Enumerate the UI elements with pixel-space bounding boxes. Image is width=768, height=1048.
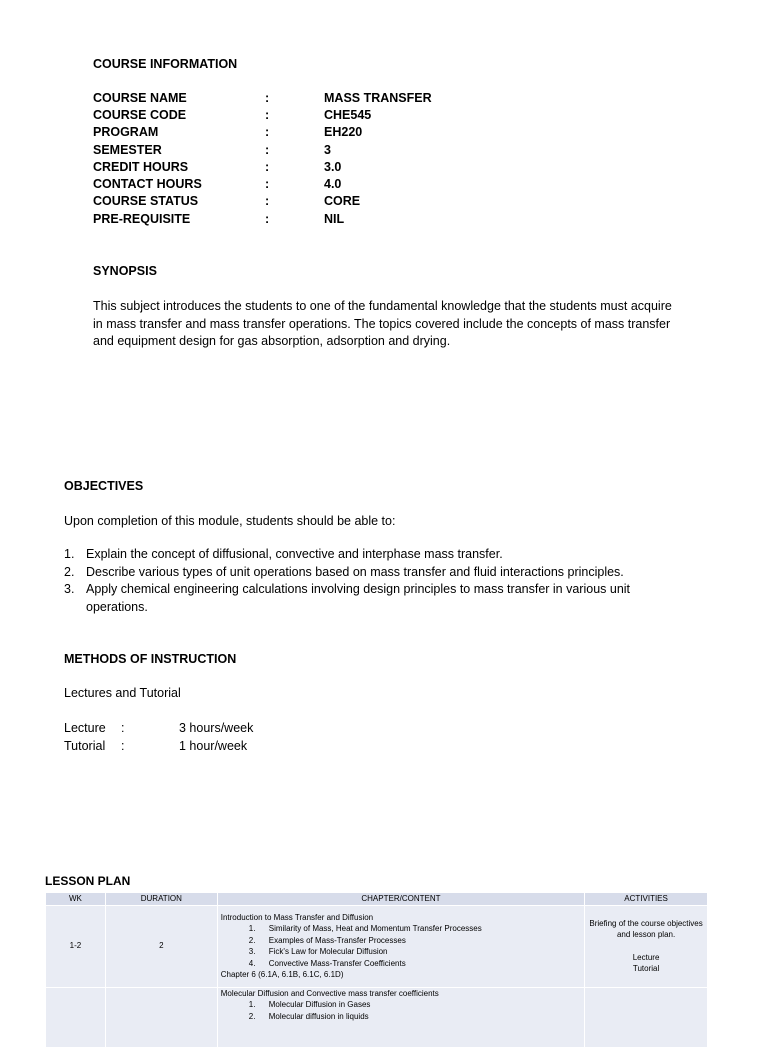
objectives-intro: Upon completion of this module, students should be able to: <box>64 514 396 528</box>
objectives-heading: OBJECTIVES <box>64 479 144 493</box>
content-item <box>221 999 581 1011</box>
item-number: 1. <box>248 1000 256 1009</box>
info-label: PRE-REQUISITE <box>93 212 191 226</box>
cell-duration <box>105 987 217 1047</box>
item-text: Fick's Law for Molecular Diffusion <box>268 947 388 956</box>
methods-subtitle: Lectures and Tutorial <box>64 686 181 700</box>
info-separator: : <box>265 108 270 122</box>
content-item <box>221 946 581 958</box>
item-text: Examples of Mass-Transfer Processes <box>268 935 406 945</box>
info-label: SEMESTER <box>93 143 162 157</box>
course-info-heading: COURSE INFORMATION <box>93 57 238 71</box>
method-separator: : <box>121 739 125 753</box>
content-item <box>221 1011 581 1023</box>
content-item <box>221 958 581 970</box>
item-number: 3. <box>248 947 256 956</box>
content-reference: Chapter 6 (6.1A, 6.1B, 6.1C, 6.1D) <box>220 970 344 979</box>
info-value: 3 <box>324 143 331 157</box>
item-number: 2. <box>248 935 256 945</box>
info-separator: : <box>265 177 270 191</box>
synopsis-text: This subject introduces the students to one of the fundamental knowledge that the students must acquire in mass transfer and mass transfer operations. The topics covered include the concepts of mass transfer and equipment design for gas absorption, adsorption and drying. <box>93 299 672 348</box>
column-header-duration: DURATION <box>105 893 217 906</box>
cell-content <box>217 905 584 987</box>
method-value: 3 hours/week <box>179 721 254 735</box>
objective-item <box>64 546 684 564</box>
content-title: Introduction to Mass Transfer and Diffusion <box>220 912 374 922</box>
info-value: 3.0 <box>324 160 342 174</box>
cell-wk: 1-2 <box>46 905 106 987</box>
lesson-plan-table <box>45 892 708 1048</box>
info-separator: : <box>265 91 270 105</box>
info-label: COURSE CODE <box>93 108 187 122</box>
info-label: CREDIT HOURS <box>93 160 189 174</box>
info-label: COURSE STATUS <box>93 194 199 208</box>
objective-number: 1. <box>64 547 75 561</box>
item-number: 2. <box>248 1011 256 1021</box>
method-separator: : <box>121 721 125 735</box>
info-separator: : <box>265 143 270 157</box>
table-header-row <box>46 893 708 906</box>
column-header-wk: WK <box>46 893 106 906</box>
info-value: EH220 <box>324 125 363 139</box>
cell-activities <box>585 905 708 987</box>
lesson-plan-heading: LESSON PLAN <box>45 874 131 888</box>
objective-text: Explain the concept of diffusional, convective and interphase mass transfer. <box>86 547 503 561</box>
item-text: Molecular Diffusion in Gases <box>268 1000 371 1009</box>
item-text: Molecular diffusion in liquids <box>268 1011 369 1021</box>
method-row-tutorial <box>64 738 364 755</box>
cell-wk <box>46 987 106 1047</box>
info-label: COURSE NAME <box>93 91 187 105</box>
objective-text: Describe various types of unit operations based on mass transfer and fluid interactions principles. <box>86 564 624 579</box>
info-separator: : <box>265 160 270 174</box>
info-value: 4.0 <box>324 177 342 191</box>
objectives-list <box>64 546 684 616</box>
objective-number: 3. <box>64 582 75 596</box>
content-item <box>221 923 581 935</box>
objective-number: 2. <box>64 564 75 579</box>
content-item <box>221 935 581 947</box>
info-separator: : <box>265 125 270 139</box>
content-title: Molecular Diffusion and Convective mass transfer coefficients <box>220 988 439 998</box>
info-value: MASS TRANSFER <box>324 91 432 105</box>
info-separator: : <box>265 194 270 208</box>
item-number: 1. <box>248 924 256 933</box>
synopsis-heading: SYNOPSIS <box>93 264 157 278</box>
method-row-lecture <box>64 720 364 737</box>
method-value: 1 hour/week <box>179 739 248 753</box>
cell-content <box>217 987 584 1047</box>
item-text: Similarity of Mass, Heat and Momentum Transfer Processes <box>268 924 482 933</box>
item-text: Convective Mass-Transfer Coefficients <box>268 958 406 968</box>
objective-item <box>64 564 684 582</box>
column-header-content: CHAPTER/CONTENT <box>217 893 584 906</box>
activity-spacer <box>588 941 704 952</box>
activity-line: Briefing of the course objectives and lesson plan. <box>589 918 703 939</box>
item-number: 4. <box>248 958 256 968</box>
info-separator: : <box>265 212 270 226</box>
info-value: NIL <box>324 212 345 226</box>
table-row <box>46 987 708 1047</box>
info-label: PROGRAM <box>93 125 159 139</box>
info-value: CHE545 <box>324 108 372 122</box>
methods-heading: METHODS OF INSTRUCTION <box>64 652 237 666</box>
table-row <box>46 905 708 987</box>
cell-duration: 2 <box>105 905 217 987</box>
activity-line: Lecture <box>632 952 660 962</box>
method-label: Lecture <box>64 721 106 735</box>
cell-activities <box>585 987 708 1047</box>
info-label: CONTACT HOURS <box>93 177 202 191</box>
objective-item <box>64 581 684 616</box>
info-value: CORE <box>324 194 361 208</box>
column-header-activities: ACTIVITIES <box>585 893 708 906</box>
objective-text: Apply chemical engineering calculations involving design principles to mass transfer in various unit operations. <box>86 582 631 614</box>
method-label: Tutorial <box>64 739 106 753</box>
activity-line: Tutorial <box>632 964 660 973</box>
